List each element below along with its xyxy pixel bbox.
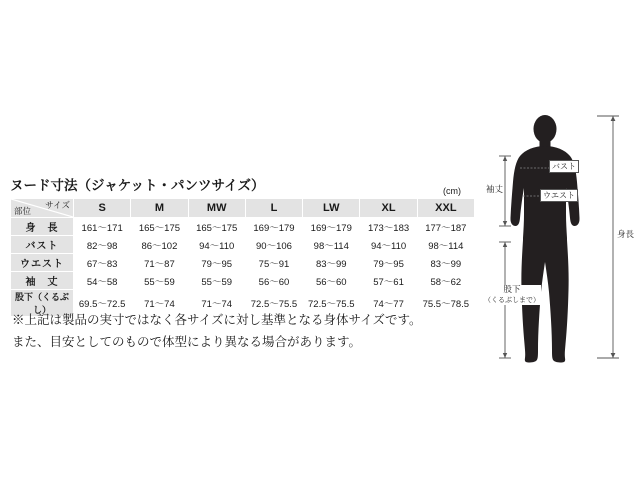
cell-bust-lw: 98〜114 [303, 236, 360, 254]
cell-inseam-m: 71〜74 [131, 290, 188, 317]
cell-waist-m: 71〜87 [131, 254, 188, 272]
inseam-label-line-1: 股下 [503, 284, 521, 294]
row-header-bust: バスト [11, 236, 74, 254]
column-header-m: M [131, 199, 188, 218]
corner-part-label: 部位 [14, 206, 32, 216]
human-body-silhouette-icon [485, 110, 635, 370]
cell-inseam-lw: 72.5〜75.5 [303, 290, 360, 317]
inseam-label-line-2: （くるぶしまで） [484, 296, 540, 304]
footnote-line-2: また、目安としてのもので体型により異なる場合があります。 [12, 334, 362, 349]
column-header-s: S [74, 199, 131, 218]
cell-sleeve-m: 55〜59 [131, 272, 188, 290]
cell-height-mw: 165〜175 [188, 218, 245, 236]
cell-inseam-mw: 71〜74 [188, 290, 245, 317]
cell-waist-s: 67〜83 [74, 254, 131, 272]
column-header-mw: MW [188, 199, 245, 218]
row-header-waist: ウエスト [11, 254, 74, 272]
cell-waist-xxl: 83〜99 [417, 254, 474, 272]
cell-bust-s: 82〜98 [74, 236, 131, 254]
column-header-l: L [245, 199, 302, 218]
table-header-row [11, 199, 475, 218]
cell-height-s: 161〜171 [74, 218, 131, 236]
row-header-sleeve: 袖 丈 [11, 272, 74, 290]
unit-note: (cm) [443, 186, 461, 196]
cell-waist-lw: 83〜99 [303, 254, 360, 272]
cell-sleeve-xxl: 58〜62 [417, 272, 474, 290]
body-measurement-figure [485, 110, 635, 370]
column-header-xxl: XXL [417, 199, 474, 218]
cell-bust-xl: 94〜110 [360, 236, 417, 254]
cell-inseam-l: 72.5〜75.5 [245, 290, 302, 317]
page-title: ヌード寸法（ジャケット・パンツサイズ） [10, 178, 265, 193]
cell-sleeve-s: 54〜58 [74, 272, 131, 290]
bust-label: バスト [549, 160, 579, 173]
row-header-inseam: 股下（くるぶし） [11, 290, 74, 317]
table-row [11, 272, 475, 290]
cell-inseam-xl: 74〜77 [360, 290, 417, 317]
cell-waist-l: 75〜91 [245, 254, 302, 272]
cell-sleeve-l: 56〜60 [245, 272, 302, 290]
sleeve-label: 袖丈 [486, 184, 504, 194]
inseam-label [483, 285, 541, 305]
cell-bust-l: 90〜106 [245, 236, 302, 254]
footnote-line-1: ※上記は製品の実寸ではなく各サイズに対し基準となる身体サイズです。 [12, 313, 422, 327]
table-corner-cell [11, 199, 74, 218]
size-table [10, 198, 475, 317]
cell-bust-xxl: 98〜114 [417, 236, 474, 254]
cell-height-m: 165〜175 [131, 218, 188, 236]
column-header-lw: LW [303, 199, 360, 218]
footnote [12, 310, 422, 354]
corner-size-label: サイズ [45, 200, 70, 210]
cell-height-lw: 169〜179 [303, 218, 360, 236]
column-header-xl: XL [360, 199, 417, 218]
table-row [11, 236, 475, 254]
cell-sleeve-xl: 57〜61 [360, 272, 417, 290]
height-label: 身長 [617, 229, 635, 239]
cell-sleeve-mw: 55〜59 [188, 272, 245, 290]
cell-height-xxl: 177〜187 [417, 218, 474, 236]
cell-height-l: 169〜179 [245, 218, 302, 236]
cell-inseam-xxl: 75.5〜78.5 [417, 290, 474, 317]
waist-label: ウエスト [540, 189, 578, 202]
cell-bust-m: 86〜102 [131, 236, 188, 254]
row-header-height: 身 長 [11, 218, 74, 236]
cell-height-xl: 173〜183 [360, 218, 417, 236]
cell-waist-mw: 79〜95 [188, 254, 245, 272]
cell-bust-mw: 94〜110 [188, 236, 245, 254]
cell-inseam-s: 69.5〜72.5 [74, 290, 131, 317]
table-row [11, 254, 475, 272]
cell-waist-xl: 79〜95 [360, 254, 417, 272]
table-row [11, 218, 475, 236]
cell-sleeve-lw: 56〜60 [303, 272, 360, 290]
